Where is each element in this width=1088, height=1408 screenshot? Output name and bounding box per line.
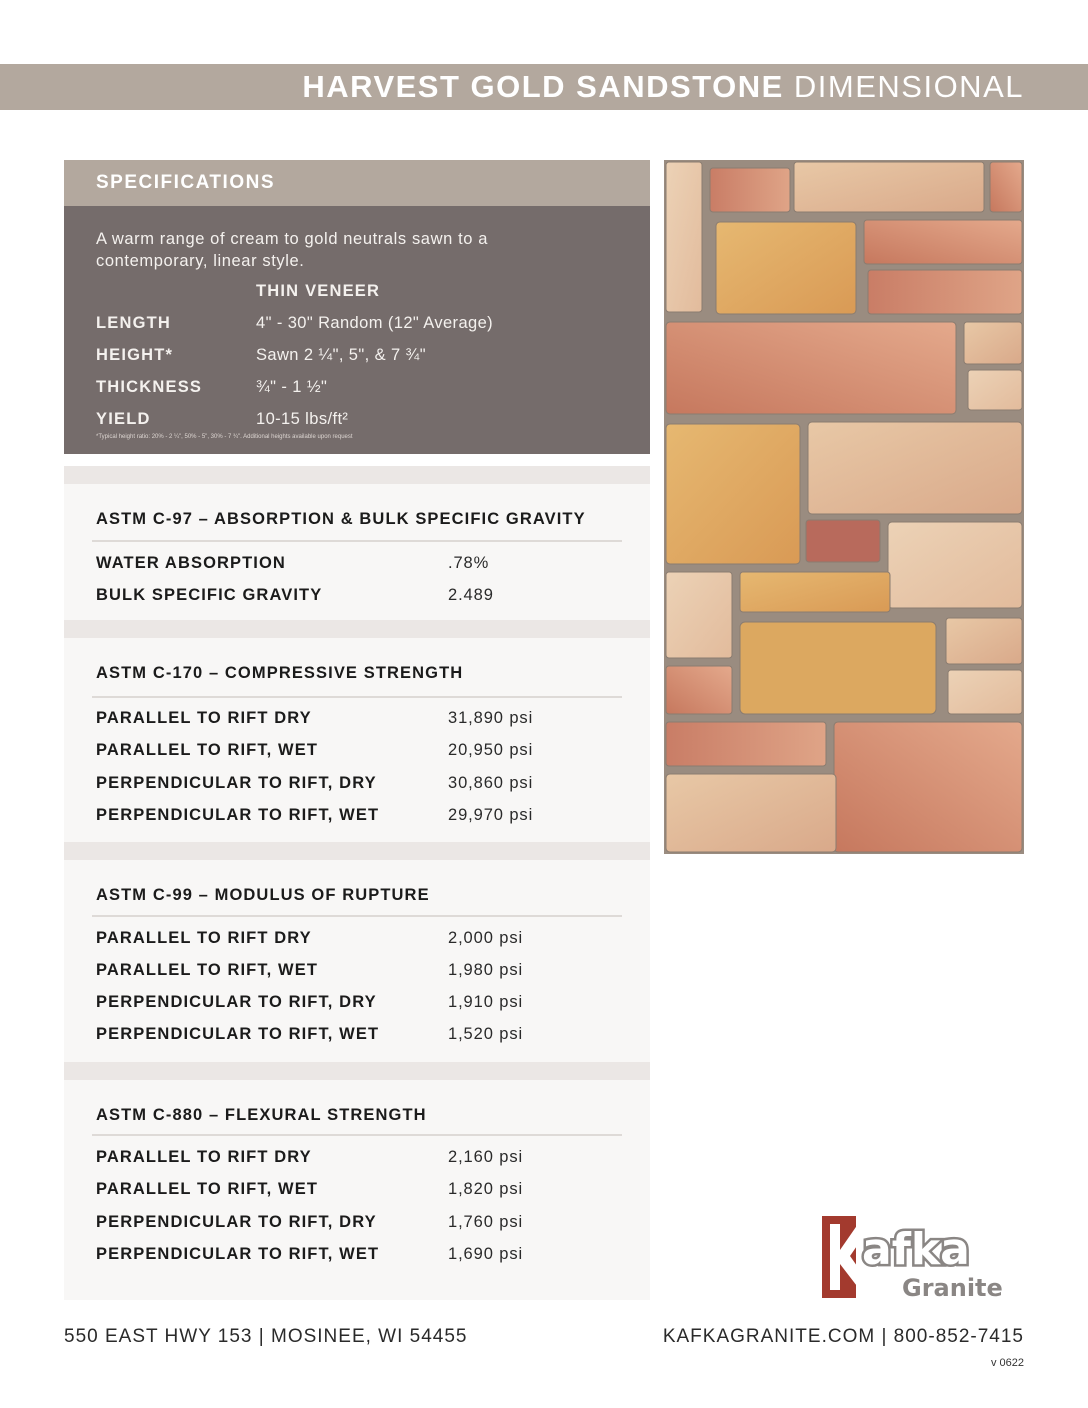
row-label: PARALLEL TO RIFT DRY [96,1148,312,1166]
table-row [96,774,616,798]
section-title: ASTM C-170 – COMPRESSIVE STRENGTH [96,664,464,682]
section-rule [92,915,622,917]
row-value: 2,160 psi [448,1148,524,1166]
page-title [302,69,1024,105]
row-value: 1,520 psi [448,1025,524,1043]
specifications-description: A warm range of cream to gold neutrals sawn to a contemporary, linear style. [96,230,488,270]
table-row [96,1245,616,1269]
specifications-heading: SPECIFICATIONS [96,172,275,193]
table-row [96,961,616,985]
logo-sub: Granite [902,1274,1003,1300]
section-astm-c880 [64,1080,650,1300]
row-value: 30,860 psi [448,774,534,792]
spec-label: YIELD [96,410,151,428]
table-row [96,929,616,953]
section-divider [64,1062,650,1080]
spec-label: HEIGHT* [96,346,174,364]
section-rule [92,696,622,698]
table-row [96,554,616,578]
row-value: 2,000 psi [448,929,524,947]
sandstone-wall-photo [664,160,1024,854]
table-row [96,1025,616,1049]
section-title: ASTM C-880 – FLEXURAL STRENGTH [96,1106,427,1124]
table-row [96,1213,616,1237]
section-rule [92,1134,622,1136]
table-row [96,1180,616,1204]
version-label: v 0622 [990,1357,1024,1369]
row-value: 29,970 psi [448,806,534,824]
footer-address: 550 EAST HWY 153 | MOSINEE, WI 54455 [64,1326,468,1347]
row-value: 1,760 psi [448,1213,524,1231]
row-label: BULK SPECIFIC GRAVITY [96,586,323,604]
row-label: PARALLEL TO RIFT DRY [96,709,312,727]
section-astm-c97 [64,484,650,620]
row-label: PERPENDICULAR TO RIFT, WET [96,806,380,824]
title-bold: HARVEST GOLD SANDSTONE [302,69,784,104]
section-divider [64,466,650,484]
spec-value: 4" - 30" Random (12" Average) [256,314,494,332]
row-value: 1,820 psi [448,1180,524,1198]
row-label: PERPENDICULAR TO RIFT, WET [96,1245,380,1263]
spec-label: THICKNESS [96,378,203,396]
table-row [96,586,616,610]
thin-veneer-heading: THIN VENEER [256,282,381,300]
title-bar [0,64,1088,110]
specifications-panel [64,206,650,454]
row-label: PERPENDICULAR TO RIFT, DRY [96,1213,377,1231]
spec-row-height [96,346,636,370]
row-value: 1,690 psi [448,1245,524,1263]
row-label: PARALLEL TO RIFT, WET [96,741,319,759]
row-value: 2.489 [448,586,494,604]
spec-row-yield [96,410,636,434]
height-footnote: *Typical height ratio: 20% - 2 ¼", 50% - 5", 30% - 7 ¾". Additional heights available upon request [96,434,353,440]
spec-row-thickness [96,378,636,402]
specifications-header [64,160,650,206]
row-label: PERPENDICULAR TO RIFT, DRY [96,774,377,792]
row-value: 20,950 psi [448,741,534,759]
row-value: 31,890 psi [448,709,534,727]
section-title: ASTM C-99 – MODULUS OF RUPTURE [96,886,430,904]
row-label: PARALLEL TO RIFT DRY [96,929,312,947]
spec-value: Sawn 2 ¼", 5", & 7 ¾" [256,346,426,364]
row-value: 1,980 psi [448,961,524,979]
table-row [96,993,616,1017]
section-astm-c99 [64,860,650,1062]
section-title: ASTM C-97 – ABSORPTION & BULK SPECIFIC GRAVITY [96,510,586,528]
section-divider [64,842,650,860]
row-label: PARALLEL TO RIFT, WET [96,961,319,979]
row-label: WATER ABSORPTION [96,554,286,572]
spec-value: ¾" - 1 ½" [256,378,328,396]
kafka-granite-logo [822,1214,1026,1300]
table-row [96,806,616,830]
spec-value: 10-15 lbs/ft² [256,410,349,428]
section-rule [92,540,622,542]
table-row [96,741,616,765]
section-astm-c170 [64,638,650,842]
row-value: 1,910 psi [448,993,524,1011]
section-divider [64,620,650,638]
footer-contact: KAFKAGRANITE.COM | 800-852-7415 [662,1326,1024,1347]
table-row [96,1148,616,1172]
table-row [96,709,616,733]
row-value: .78% [448,554,490,572]
row-label: PARALLEL TO RIFT, WET [96,1180,319,1198]
spec-row-length [96,314,636,338]
title-light: DIMENSIONAL [793,69,1024,104]
row-label: PERPENDICULAR TO RIFT, DRY [96,993,377,1011]
logo-word: afka [862,1224,970,1275]
spec-label: LENGTH [96,314,172,332]
row-label: PERPENDICULAR TO RIFT, WET [96,1025,380,1043]
